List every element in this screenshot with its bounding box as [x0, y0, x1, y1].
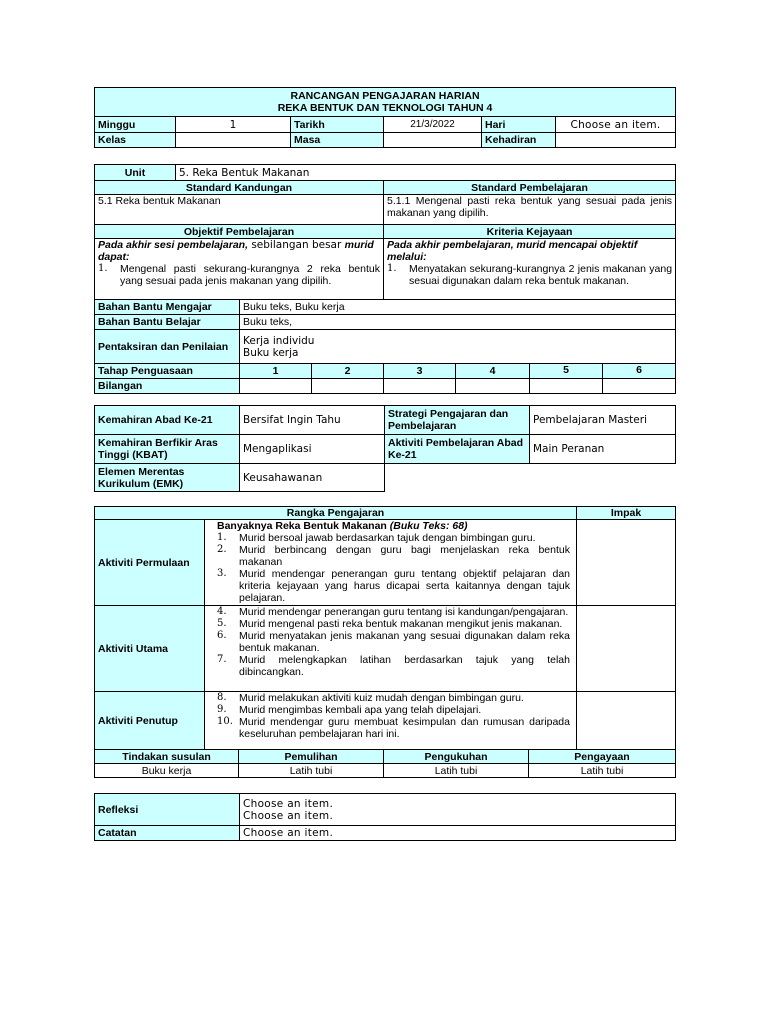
masa-value[interactable] [384, 133, 482, 148]
tindakan-label: Tindakan susulan [95, 750, 239, 764]
list-item: 9. Murid mengimbas kembali apa yang telah dipelajari. [217, 704, 482, 716]
abad-value: Bersifat Ingin Tahu [240, 406, 385, 435]
tarikh-value: 21/3/2022 [384, 117, 482, 133]
bilangan-2[interactable] [312, 379, 384, 394]
kbat-value: Mengaplikasi [240, 435, 385, 464]
sk-value: 5.1 Reka bentuk Makanan [95, 195, 384, 225]
sk-label: Standard Kandungan [95, 181, 384, 195]
kehadiran-value[interactable] [556, 133, 676, 148]
pemulihan-label: Pemulihan [239, 750, 384, 764]
strategi-value: Pembelajaran Masteri [530, 406, 676, 435]
minggu-value: 1 [176, 117, 291, 133]
aktiviti-abad-label: Aktiviti Pembelajaran Abad Ke-21 [385, 435, 530, 464]
catatan-value[interactable]: Choose an item. [240, 826, 676, 841]
penutup-content [205, 692, 577, 750]
rangka-header: Rangka Pengajaran [95, 507, 577, 520]
hari-label: Hari [482, 117, 556, 133]
unit-table [94, 164, 676, 394]
emk-label: Elemen Merentas Kurikulum (EMK) [95, 464, 240, 492]
skills-table [94, 405, 676, 492]
kriteria-content: Pada akhir pembelajaran, murid mencapai objektif melalui: 1. Menyatakan sekurang-kurangnya 2 jenis makanan yang sesuai digunakan dalam reka bentuk makanan. [384, 239, 676, 300]
tahap-label: Tahap Penguasaan [95, 364, 240, 379]
page-title: RANCANGAN PENGAJARAN HARIAN REKA BENTUK DAN TEKNOLOGI TAHUN 4 [95, 88, 676, 117]
catatan-label: Catatan [95, 826, 240, 841]
bilangan-label: Bilangan [95, 379, 240, 394]
refleksi-label: Refleksi [95, 794, 240, 826]
tahap-level-5-6: 5 6 [530, 364, 676, 379]
utama-content [205, 606, 577, 692]
utama-label: Aktiviti Utama [95, 606, 205, 692]
impak-penutup[interactable] [577, 692, 676, 750]
tarikh-label: Tarikh [291, 117, 384, 133]
bbb-value: Buku teks, [240, 315, 676, 330]
kehadiran-label: Kehadiran [482, 133, 556, 148]
kelas-value[interactable] [176, 133, 291, 148]
kelas-label: Kelas [95, 133, 176, 148]
permulaan-label: Aktiviti Permulaan [95, 520, 205, 606]
pemulihan-value: Latih tubi [239, 764, 384, 778]
objektif-content: Pada akhir sesi pembelajaran, sebilangan besar murid dapat: 1. Mengenal pasti sekurang-kurangnya 2 reka bentuk yang sesuai pada jenis makanan yang dipilih. [95, 239, 384, 300]
bilangan-5-6[interactable] [530, 379, 676, 394]
pentaksiran-value: Kerja individu Buku kerja [240, 330, 676, 364]
bbm-value: Buku teks, Buku kerja [240, 300, 676, 315]
tahap-level-3: 3 [384, 364, 456, 379]
objektif-label: Objektif Pembelajaran [95, 225, 384, 239]
abad-label: Kemahiran Abad Ke-21 [95, 406, 240, 435]
penutup-label: Aktiviti Penutup [95, 692, 205, 750]
aktiviti-abad-value: Main Peranan [530, 435, 676, 464]
sp-label: Standard Pembelajaran [384, 181, 676, 195]
unit-label: Unit [95, 165, 176, 181]
list-item: 1. Murid bersoal jawab berdasarkan tajuk dengan bimbingan guru. [217, 532, 536, 544]
tahap-level-4: 4 [456, 364, 530, 379]
refleksi-value[interactable]: Choose an item. Choose an item. [240, 794, 676, 826]
kbat-label: Kemahiran Berfikir Aras Tinggi (KBAT) [95, 435, 240, 464]
bbm-label: Bahan Bantu Mengajar [95, 300, 240, 315]
bilangan-4[interactable] [456, 379, 530, 394]
list-item: 8. Murid melakukan aktiviti kuiz mudah dengan bimbingan guru. [217, 692, 524, 704]
list-item: 4. Murid mendengar penerangan guru tentang isi kandungan/pengajaran. [217, 606, 569, 618]
list-item: 7. Murid melengkapkan latihan berdasarkan tajuk yang telah dibincangkan. [217, 654, 570, 678]
strategi-label: Strategi Pengajaran dan Pembelajaran [385, 406, 530, 435]
header-table [94, 87, 676, 148]
unit-value: 5. Reka Bentuk Makanan [176, 165, 676, 181]
pengayaan-label: Pengayaan [529, 750, 676, 764]
bbb-label: Bahan Bantu Belajar [95, 315, 240, 330]
pengayaan-value: Latih tubi [529, 764, 676, 778]
impak-utama[interactable] [577, 606, 676, 692]
list-item: 2. Murid berbincang dengan guru bagi menjelaskan reka bentuk makanan [217, 544, 570, 568]
list-item: 5. Murid mengenal pasti reka bentuk makanan mengikut jenis makanan. [217, 618, 563, 630]
hari-select[interactable]: Choose an item. [556, 117, 676, 133]
list-item: 3. Murid mendengar penerangan guru tentang objektif pelajaran dan kriteria kejayaan yang harus dicapai serta kaitannya dengan tajuk pelajaran. [217, 568, 570, 604]
rangka-table [94, 506, 676, 778]
pentaksiran-label: Pentaksiran dan Penilaian [95, 330, 240, 364]
tahap-level-2: 2 [312, 364, 384, 379]
refleksi-table [94, 793, 676, 841]
permulaan-content: Banyaknya Reka Bentuk Makanan (Buku Teks: 68) 1. Murid bersoal jawab berdasarkan tajuk dengan bimbingan guru. 2. Murid berbincang dengan guru bagi menjelaskan reka bentuk makanan 3. Murid mendengar penerangan guru tentang objektif pelajaran dan kriteria kejayaan yang harus dicapai serta kaitannya dengan tajuk pelajaran. [205, 520, 577, 606]
pengukuhan-value: Latih tubi [384, 764, 529, 778]
minggu-label: Minggu [95, 117, 176, 133]
bilangan-3[interactable] [384, 379, 456, 394]
masa-label: Masa [291, 133, 384, 148]
bilangan-1[interactable] [240, 379, 312, 394]
impak-header: Impak [577, 507, 676, 520]
emk-value: Keusahawanan [240, 464, 385, 492]
list-item: 6. Murid menyatakan jenis makanan yang sesuai digunakan dalam reka bentuk makanan. [217, 630, 570, 654]
sp-value: 5.1.1 Mengenal pasti reka bentuk yang sesuai pada jenis makanan yang dipilih. [384, 195, 676, 225]
impak-permulaan[interactable] [577, 520, 676, 606]
tindakan-value: Buku kerja [95, 764, 239, 778]
pengukuhan-label: Pengukuhan [384, 750, 529, 764]
list-item: 10. Murid mendengar guru membuat kesimpulan dan rumusan daripada keseluruhan pembelajaran hari ini. [217, 716, 570, 740]
tahap-level-1: 1 [240, 364, 312, 379]
kriteria-label: Kriteria Kejayaan [384, 225, 676, 239]
